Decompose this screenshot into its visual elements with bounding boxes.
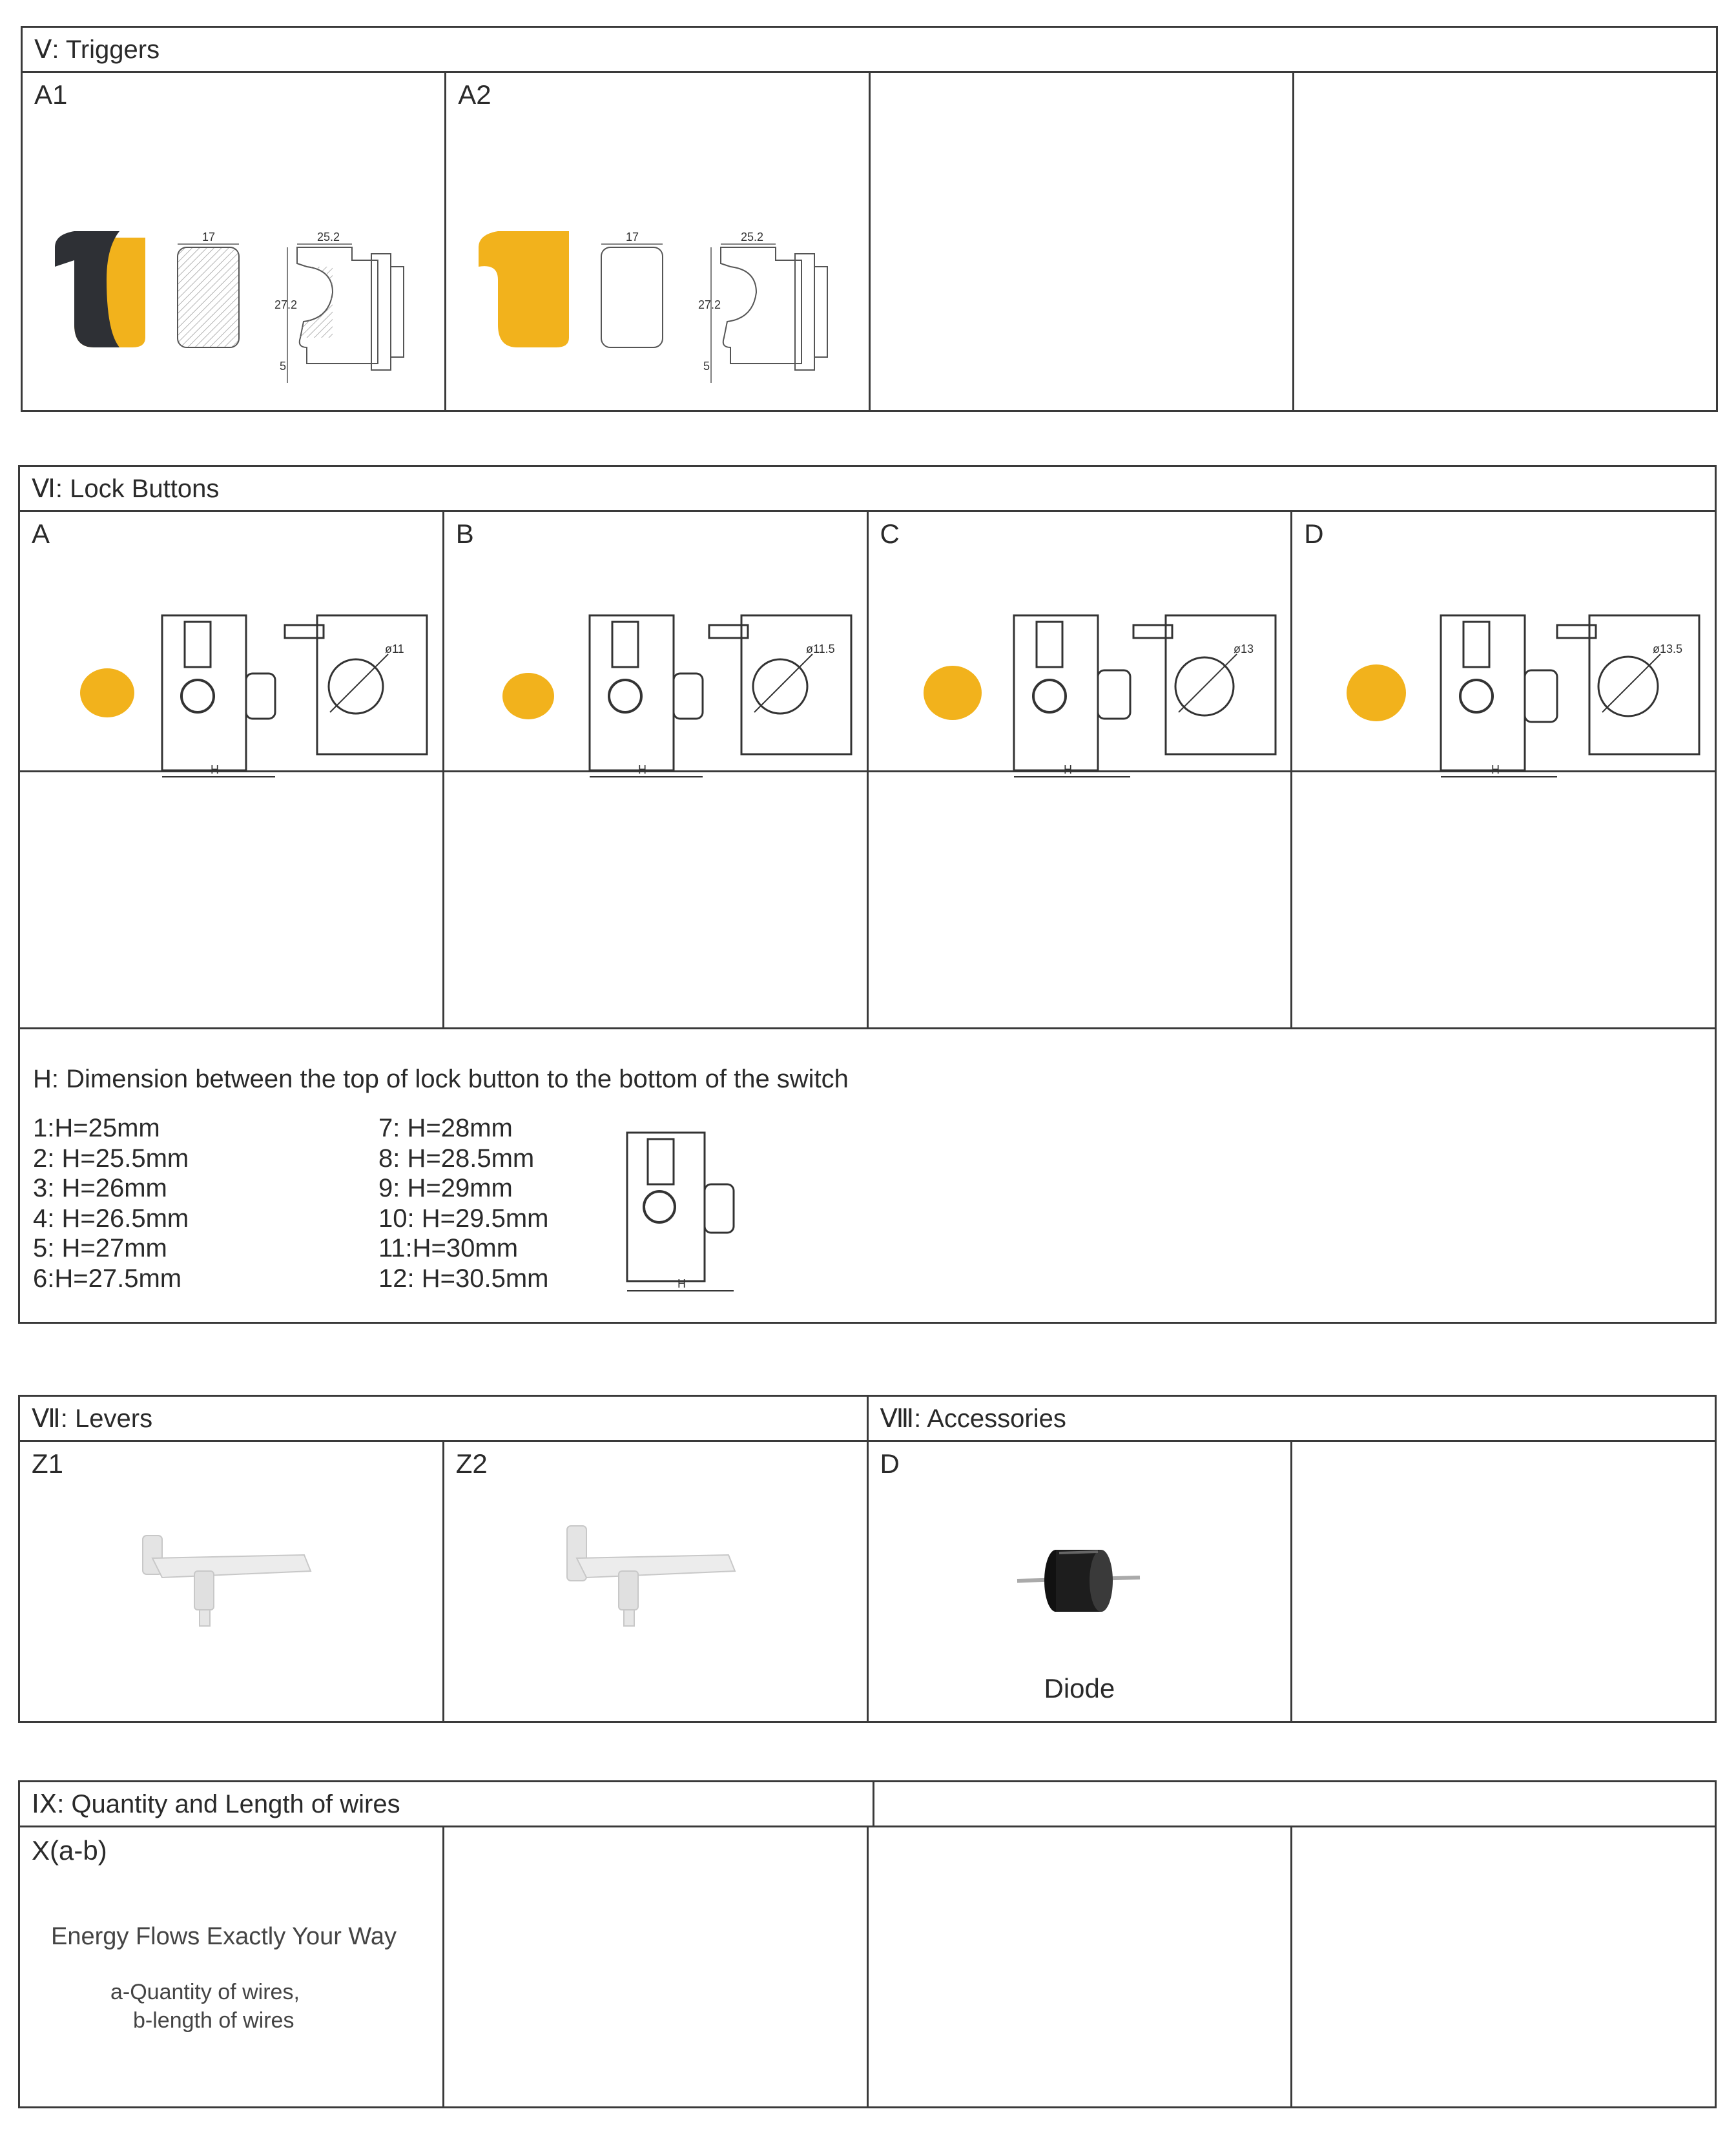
wires-cell-empty [869, 1827, 1293, 2106]
h-value: 12: H=30.5mm [378, 1264, 549, 1293]
cell-label: X(a-b) [32, 1835, 107, 1866]
cell-label: B [455, 519, 474, 549]
dim-diameter: ø11 [385, 643, 404, 655]
accessory-caption: Diode [1044, 1673, 1115, 1703]
section-title: Ⅴ: Triggers [34, 35, 160, 64]
wires-cell-empty [1292, 1827, 1715, 2106]
h-value: 9: H=29mm [378, 1174, 513, 1202]
trigger-a2-yellow [479, 231, 569, 347]
h-reference-drawing [601, 1126, 743, 1307]
h-value: 6:H=27.5mm [33, 1264, 182, 1293]
trigger-cell-empty [871, 73, 1294, 410]
lock-button-cap [924, 666, 982, 720]
wires-section [18, 1780, 1717, 2108]
section-title: Ⅶ: Levers [32, 1404, 153, 1433]
h-value: 11:H=30mm [378, 1234, 519, 1262]
trigger-front-view [178, 247, 239, 347]
lock-button-cell-b [444, 512, 869, 776]
trigger-cell-a2 [446, 73, 870, 410]
lock-button-a-drawing [39, 551, 427, 776]
levers-accessories-section [18, 1395, 1717, 1723]
lock-button-cap [1347, 664, 1406, 721]
h-value: 1:H=25mm [33, 1114, 160, 1142]
dim-h: H [1063, 763, 1072, 776]
dim-depth: 25.2 [741, 231, 764, 243]
lock-button-cap [502, 673, 554, 719]
triggers-section [21, 26, 1718, 412]
h-value: 3: H=26mm [33, 1174, 167, 1202]
section-header [20, 467, 1715, 512]
section-header [23, 28, 1716, 73]
diode-icon [1017, 1539, 1146, 1629]
lock-button-b-drawing [464, 551, 851, 776]
trigger-front-view [601, 247, 663, 347]
cell-label: D [880, 1448, 900, 1479]
cell-label: A [32, 519, 50, 549]
accessories-header [869, 1397, 1715, 1440]
lock-button-cell-c [869, 512, 1293, 776]
section-title: Ⅷ: Accessories [880, 1404, 1066, 1433]
h-value: 4: H=26.5mm [33, 1204, 189, 1233]
wires-desc-line2: b-length of wires [133, 2008, 294, 2033]
lock-button-cell-d [1292, 512, 1715, 776]
lever-z1-image [136, 1526, 330, 1655]
dim-diameter: ø13.5 [1653, 643, 1683, 655]
dim-diameter: ø11.5 [805, 643, 835, 655]
wires-cell-x [20, 1827, 444, 2106]
cell-label: Z2 [455, 1448, 488, 1479]
lock-buttons-section [18, 465, 1717, 1324]
dim-height: 27.2 [698, 298, 721, 311]
h-value: 7: H=28mm [378, 1114, 513, 1142]
dim-h: H [1491, 763, 1500, 776]
dim-bottom: 5 [280, 360, 287, 373]
accessory-cell-empty [1292, 1442, 1715, 1721]
trigger-side-view [721, 247, 801, 364]
wires-desc-line1: a-Quantity of wires, [110, 1980, 300, 2004]
lever-cell-z1 [20, 1442, 444, 1721]
lever-cell-z2 [444, 1442, 869, 1721]
trigger-side-view [297, 247, 378, 364]
trigger-cell-a1 [23, 73, 446, 410]
h-value: 8: H=28.5mm [378, 1144, 535, 1173]
lock-button-cap [80, 668, 134, 717]
cell-label: Z1 [32, 1448, 64, 1479]
section-title: Ⅵ: Lock Buttons [32, 474, 220, 503]
h-value: 5: H=27mm [33, 1234, 167, 1262]
wires-header-empty [874, 1782, 1715, 1826]
wires-slogan: Energy Flows Exactly Your Way [51, 1923, 397, 1950]
lock-button-empty-cell [20, 772, 444, 1027]
lock-button-empty-cell [444, 772, 869, 1027]
wires-cell-empty [444, 1827, 869, 2106]
trigger-a2-drawing [472, 209, 860, 402]
lock-button-cell-a [20, 512, 444, 776]
dim-depth: 25.2 [317, 231, 340, 243]
cell-label: A1 [34, 79, 68, 110]
trigger-a1-drawing [48, 209, 436, 402]
h-value: 2: H=25.5mm [33, 1144, 189, 1173]
trigger-cell-empty [1294, 73, 1716, 410]
dim-width: 17 [202, 231, 216, 243]
h-value: 10: H=29.5mm [378, 1204, 549, 1233]
cell-label: A2 [458, 79, 491, 110]
dim-height: 27.2 [274, 298, 298, 311]
lock-button-c-drawing [888, 551, 1276, 776]
dim-bottom: 5 [703, 360, 710, 373]
lock-button-empty-cell [869, 772, 1293, 1027]
dim-h: H [677, 1277, 686, 1290]
dim-h: H [637, 763, 646, 776]
dim-h: H [211, 763, 219, 776]
lock-button-d-drawing [1312, 551, 1699, 776]
lock-button-empty-cell [1292, 772, 1715, 1027]
wires-header [20, 1782, 874, 1826]
h-dimension-title: H: Dimension between the top of lock button to the bottom of the switch [33, 1065, 849, 1093]
accessory-cell-d [869, 1442, 1293, 1721]
dim-diameter: ø13 [1233, 643, 1254, 655]
section-title: ⅠⅩ: Quantity and Length of wires [32, 1789, 400, 1818]
lever-z2-image [561, 1519, 754, 1649]
cell-label: D [1304, 519, 1324, 549]
dim-width: 17 [626, 231, 639, 243]
cell-label: C [880, 519, 900, 549]
h-values-col1 [33, 1113, 189, 1293]
h-values-col2 [378, 1113, 548, 1293]
levers-header [20, 1397, 869, 1440]
h-dimension-panel [20, 1029, 1715, 1320]
